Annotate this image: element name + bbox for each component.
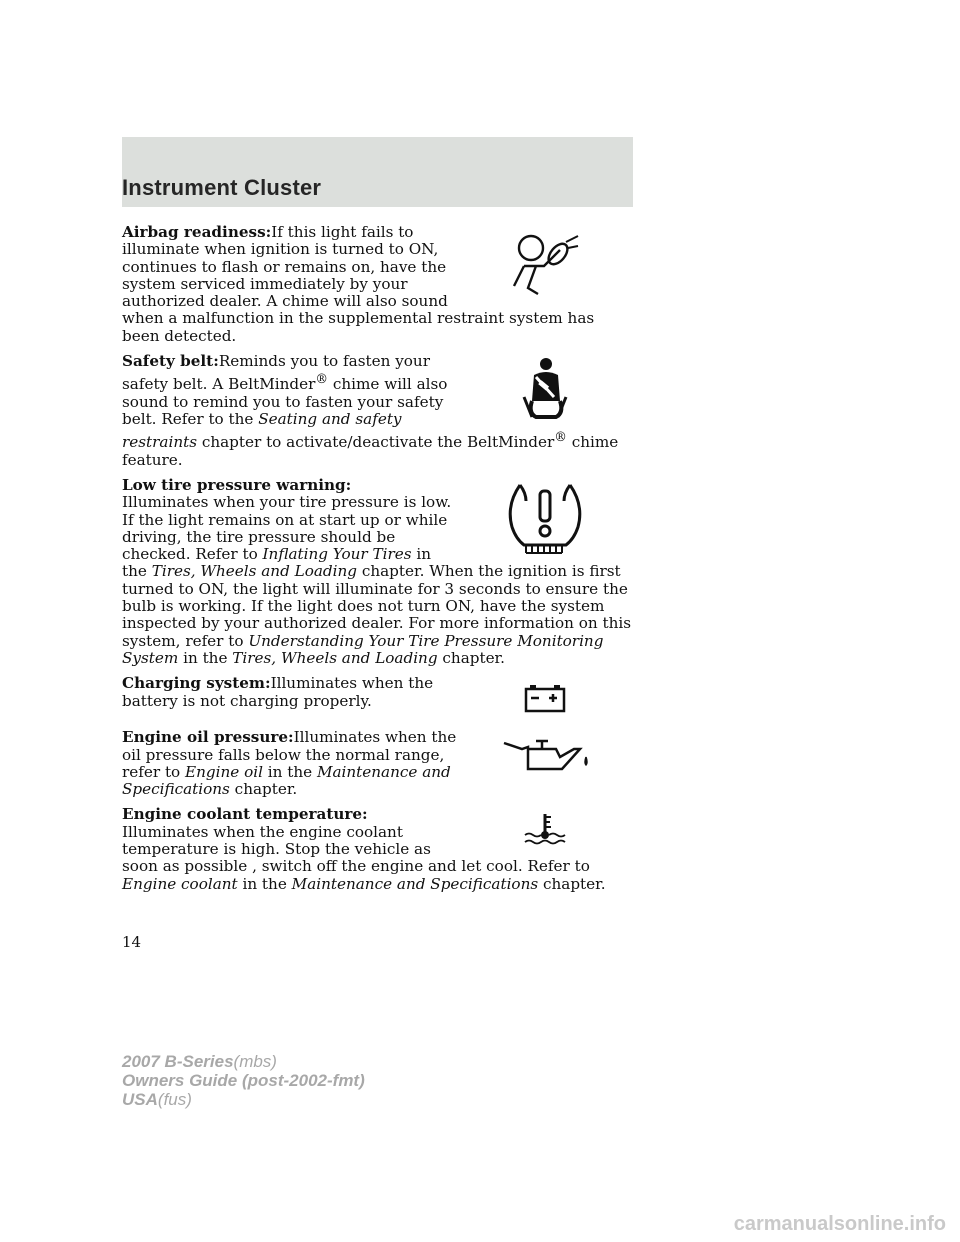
battery-icon — [457, 675, 633, 721]
chapter-reference: Inflating Your Tires — [262, 545, 412, 564]
footer-model: 2007 B-Series — [122, 1052, 234, 1071]
footer-market: USA — [122, 1090, 158, 1109]
entry-text: in the — [262, 762, 317, 781]
section-header-band — [122, 137, 633, 207]
page-title: Instrument Cluster — [122, 175, 322, 200]
entry-text: in the — [122, 545, 432, 581]
airbag-icon — [457, 224, 633, 308]
entry-text: Reminds you to fasten your safety belt. A BeltMinder — [122, 352, 430, 394]
chapter-reference: Tires, Wheels and Loading — [151, 562, 357, 581]
coolant-temperature-icon — [457, 806, 633, 852]
chapter-reference: Tires, Wheels and Loading — [232, 648, 438, 667]
entry-heading: Airbag readiness: — [122, 223, 272, 241]
entry-text: If this light fails to illuminate when ignition is turned to ON, continues to flash or remains on, have the system serviced immediately by your authorized dealer. A chime will also sound when a malfunction in the supplemental restraint system has been detected. — [122, 223, 595, 345]
footer-market-code: (fus) — [157, 1090, 192, 1109]
entry-heading: Engine oil pressure: — [122, 728, 294, 747]
page-number: 14 — [122, 933, 142, 951]
entry-text: chapter. When the ignition is first turned to ON, the light will illuminate for 3 seconds to ensure the bulb is working. If the light does not turn ON, have the system inspected by your authorized dealer. For more information on this system, refer to — [122, 562, 632, 650]
entry-text: chapter. — [538, 874, 606, 893]
entry-low-tire-pressure — [122, 477, 633, 667]
entry-text: in the — [178, 648, 233, 667]
entry-airbag-readiness — [122, 224, 633, 345]
entry-heading: Engine coolant temperature: — [122, 805, 368, 824]
entry-charging-system — [122, 675, 633, 721]
entry-safety-belt — [122, 353, 633, 469]
chapter-reference: Maintenance and Specifications — [122, 762, 451, 799]
chapter-reference: Understanding Your Tire Pressure Monitoring System — [122, 631, 604, 667]
registered-mark: ® — [554, 429, 567, 445]
entry-text: chapter. — [437, 648, 505, 667]
entry-text: chapter to activate/deactivate the BeltMinder — [197, 433, 555, 452]
seatbelt-icon — [457, 353, 633, 423]
chapter-reference: Engine oil — [185, 762, 263, 781]
footer-guide: Owners Guide (post-2002-fmt) — [122, 1071, 365, 1090]
entry-text: chime feature. — [122, 433, 619, 469]
entry-heading: Safety belt: — [122, 352, 219, 371]
page-content — [122, 224, 633, 901]
chapter-reference: Maintenance and Specifications — [291, 874, 539, 893]
entry-text: Illuminates when your tire pressure is low. If the light remains on at start up or while driving, the tire pressure should be checked. Refer to — [122, 493, 452, 564]
entry-text: Illuminates when the oil pressure falls below the normal range, refer to — [122, 728, 457, 781]
entry-heading: Low tire pressure warning: — [122, 475, 352, 494]
entry-engine-oil-pressure — [122, 729, 633, 798]
entry-text: in the — [237, 874, 292, 893]
watermark: carmanualsonline.info — [733, 1213, 946, 1235]
registered-mark: ® — [315, 371, 329, 387]
chapter-reference: Seating and safety restraints — [122, 410, 402, 452]
chapter-reference: Engine coolant — [122, 874, 238, 893]
entry-heading: Charging system: — [122, 674, 271, 693]
oil-can-icon — [457, 729, 633, 781]
entry-text: chapter. — [229, 780, 298, 799]
footer-model-code: (mbs) — [233, 1052, 277, 1071]
entry-text: chime will also sound to remind you to fasten your safety belt. Refer to the — [122, 375, 448, 429]
entry-text: Illuminates when the battery is not charging properly. — [122, 674, 434, 710]
tire-pressure-icon — [457, 477, 633, 561]
entry-text: Illuminates when the engine coolant temperature is high. Stop the vehicle as soon as possible , switch off the engine and let cool. Refer to — [122, 822, 590, 876]
entry-engine-coolant-temperature — [122, 806, 633, 892]
document-footer — [122, 1052, 365, 1109]
